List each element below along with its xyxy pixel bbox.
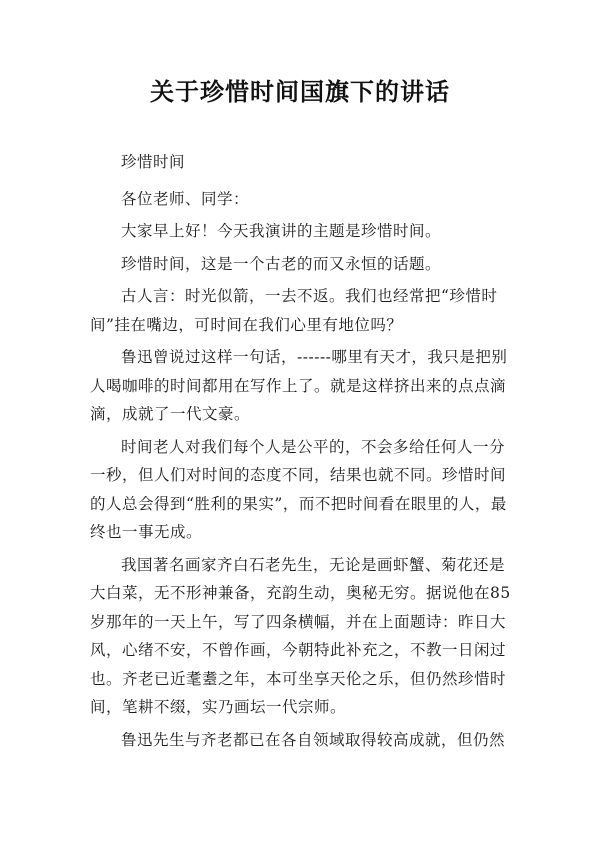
paragraph: 珍惜时间，这是一个古老的而又永恒的话题。 <box>121 254 442 273</box>
document-body <box>90 148 520 758</box>
paragraph: 鲁迅先生与齐老都已在各自领域取得较高成就，但仍然 <box>121 730 506 749</box>
paragraph: 我国著名画家齐白石老先生，无论是画虾蟹、菊花还是大白菜，无不形神兼备，充韵生动，奥秘无穷。据说他在85岁那年的一天上午，写了四条横幅，并在上面题诗：昨日大风，心绪不安，不曾作画，今朝特此补充之，不教一日闲过也。齐老已近耄耋之年，本可坐享天伦之乐，但仍然珍惜时间，笔耕不缀，实乃画坛一代宗师。 <box>90 555 511 716</box>
paragraph: 大家早上好！今天我演讲的主题是珍惜时间。 <box>121 222 442 240</box>
paragraph: 鲁迅曾说过这样一句话，------哪里有天才，我只是把别人喝咖啡的时间都用在写作上了。就是这样挤出来的点点滴滴，成就了一代文豪。 <box>90 348 508 423</box>
paragraph-heading: 珍惜时间 <box>121 153 186 171</box>
paragraph-salutation: 各位老师、同学： <box>121 189 250 208</box>
paragraph: 古人言：时光似箭，一去不返。我们也经常把“珍惜时间”挂在嘴边，可时间在我们心里有地位吗？ <box>90 287 498 334</box>
document-title: 关于珍惜时间国旗下的讲话 <box>150 77 450 106</box>
paragraph: 时间老人对我们每个人是公平的，不会多给任何人一分一秒，但人们对时间的态度不同，结果也就不同。珍惜时间的人总会得到“胜利的果实”，而不把时间看在眼里的人，最终也一事无成。 <box>90 437 507 541</box>
